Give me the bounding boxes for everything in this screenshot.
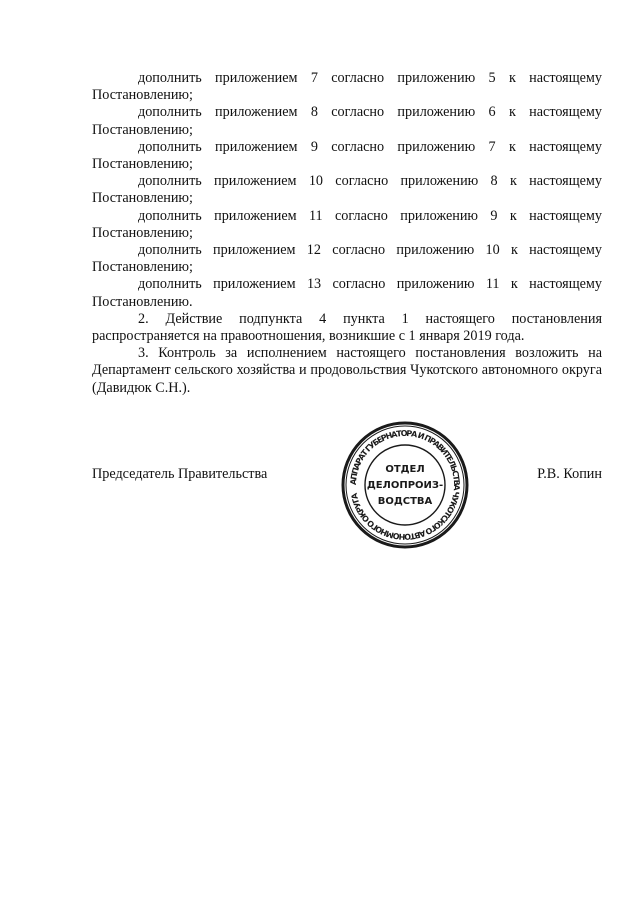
paragraph-appendix-13: дополнить приложением 13 согласно приложению 11 к настоящему Постановлению.: [92, 276, 602, 310]
official-stamp: [340, 420, 470, 550]
paragraph-appendix-11: дополнить приложением 11 согласно приложению 9 к настоящему Постановлению;: [92, 207, 602, 241]
signatory-name: Р.В. Копин: [537, 466, 602, 482]
paragraph-appendix-9: дополнить приложением 9 согласно приложению 7 к настоящему Постановлению;: [92, 138, 602, 173]
svg-text:ОТДЕЛ: ОТДЕЛ: [385, 464, 425, 475]
svg-text:ВОДСТВА: ВОДСТВА: [377, 496, 433, 507]
paragraph-control: 3. Контроль за исполнением настоящего постановления возложить на Департамент сельского хозяйства и продовольствия Чукотского автономного округа (Давидюк С.Н.).: [92, 345, 602, 396]
paragraph-appendix-10: дополнить приложением 10 согласно приложению 8 к настоящему Постановлению;: [92, 173, 602, 207]
paragraph-appendix-7: дополнить приложением 7 согласно приложению 5 к настоящему Постановлению;: [92, 70, 602, 104]
document-body: [92, 70, 602, 397]
svg-text:АППАРАТ ГУБЕРНАТОРА И ПРАВИТЕЛ: АППАРАТ ГУБЕРНАТОРА И ПРАВИТЕЛЬСТВА ЧУКОТСКОГО АВТОНОМНОГО ОКРУГА: [348, 428, 462, 542]
svg-text:ДЕЛОПРОИЗ-: ДЕЛОПРОИЗ-: [366, 480, 444, 491]
paragraph-appendix-12: дополнить приложением 12 согласно приложению 10 к настоящему Постановлению;: [92, 242, 602, 276]
paragraph-appendix-8: дополнить приложением 8 согласно приложению 6 к настоящему Постановлению;: [92, 104, 602, 138]
paragraph-effective-date: 2. Действие подпункта 4 пункта 1 настоящего постановления распространяется на правоотношения, возникшие с 1 января 2019 года.: [92, 310, 602, 345]
signatory-position: Председатель Правительства: [92, 466, 268, 482]
